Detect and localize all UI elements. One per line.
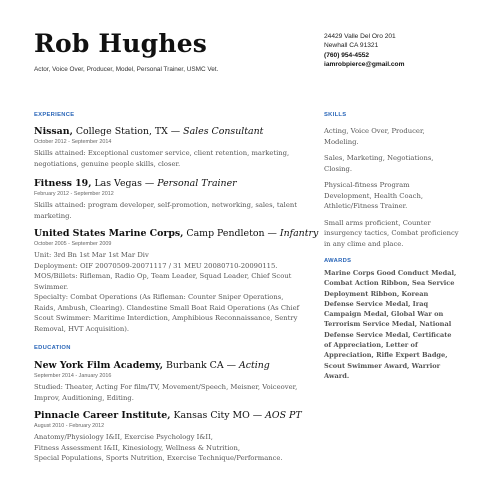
school-org: New York Film Academy,	[34, 360, 163, 371]
job-role: Infantry	[279, 228, 319, 239]
school-program: Acting	[238, 360, 270, 371]
school-dates: August 2010 - February 2012	[34, 423, 105, 429]
job-org: United States Marine Corps,	[34, 228, 184, 239]
job-location: College Station, TX —	[72, 126, 184, 137]
candidate-tagline: Actor, Voice Over, Producer, Model, Personal Trainer, USMC Vet.	[34, 66, 219, 73]
job-dates: October 2012 - September 2014	[34, 139, 112, 145]
job-heading	[34, 178, 304, 190]
skill-item: Physical-fitness Program Development, Health Coach, Athletic/Fitness Trainer.	[324, 181, 423, 210]
skill-item: Sales, Marketing, Negotiations, Closing.	[324, 154, 434, 173]
job-dates: October 2005 - September 2009	[34, 241, 112, 247]
skills-list	[324, 126, 459, 255]
education-entry-nyfa	[34, 360, 304, 403]
candidate-name: Rob Hughes	[34, 29, 208, 58]
skill-item: Small arms proficient, Counter insurgency tactics, Combat proficiency in any clime and place.	[324, 218, 459, 248]
job-heading	[34, 126, 304, 138]
job-org: Nissan,	[34, 126, 73, 137]
experience-heading: EXPERIENCE	[34, 112, 75, 118]
contact-block	[324, 32, 404, 69]
job-role: Personal Trainer	[157, 178, 237, 189]
school-dates: September 2014 - January 2016	[34, 373, 112, 379]
address-line-1: 24429 Valle Del Oro 201	[324, 33, 396, 40]
job-description: Skills attained: Exceptional customer service, client retention, marketing, negotiations, genuine people skills, closer.	[34, 149, 290, 168]
address-line-2: Newhall CA 91321	[324, 42, 379, 50]
education-heading: EDUCATION	[34, 345, 71, 351]
email-address[interactable]: iamrobpierce@gmail.com	[324, 60, 405, 68]
job-entry-fitness19	[34, 178, 304, 221]
skills-heading: SKILLS	[324, 112, 347, 118]
school-org: Pinnacle Career Institute,	[34, 410, 171, 421]
school-program: AOS PT	[265, 410, 302, 421]
awards-text: Marine Corps Good Conduct Medal, Combat Action Ribbon, Sea Service Deployment Ribbon, Korean Defense Service Medal, Iraq Campaign Medal, Global War on Terrorism Service Medal, National Defense Service Medal, Certificate of Appreciation, Letter of Appreciation, Rifle Expert Badge, Scout Swimmer Award, Warrior Award.	[324, 269, 457, 380]
job-description: Skills attained: program developer, self-promotion, networking, sales, talent marketing.	[34, 201, 297, 220]
job-entry-usmc	[34, 228, 319, 334]
job-role: Sales Consultant	[183, 126, 264, 137]
skill-item: Acting, Voice Over, Producer, Modeling.	[324, 127, 425, 146]
job-org: Fitness 19,	[34, 178, 92, 189]
job-description: Unit: 3rd Bn 1st Mar 1st Mar Div Deployment: OIF 20070509-20071117 / 31 MEU 20080710-20090115. MOS/Billets: Rifleman, Radio Op, Team Leader, Squad Leader, Chief Scout Swimmer. Specialty: Combat Operations (As Rifleman: Counter Sniper Operations, Raids, Ambush, Clearing). Clandestine Small Boat Raid Operations (As Chief Scout Swimmer: Maritime Interdiction, Amphibious Reconnaissance, Sentry Removal, HVT Acquisition).	[34, 251, 300, 333]
school-location: Kansas City MO —	[170, 410, 266, 421]
school-heading	[34, 410, 304, 422]
school-heading	[34, 360, 304, 372]
job-location: Las Vegas —	[91, 178, 158, 189]
phone-number: (760) 954-4552	[324, 51, 370, 59]
education-entry-pinnacle	[34, 410, 304, 464]
school-description: Anatomy/Physiology I&II, Exercise Psychology I&II, Fitness Assessment I&II, Kinesiology, Wellness & Nutrition, Special Populations, Sports Nutrition, Exercise Technique/Performance.	[34, 433, 283, 462]
job-location: Camp Pendleton —	[183, 228, 280, 239]
job-entry-nissan	[34, 126, 304, 169]
school-location: Burbank CA —	[162, 360, 239, 371]
job-heading	[34, 228, 319, 240]
job-dates: February 2012 - September 2012	[34, 191, 114, 197]
awards-heading: AWARDS	[324, 258, 352, 264]
school-description: Studied: Theater, Acting For film/TV, Movement/Speech, Meisner, Voiceover, Improv, Auditioning, Editing.	[34, 383, 298, 402]
